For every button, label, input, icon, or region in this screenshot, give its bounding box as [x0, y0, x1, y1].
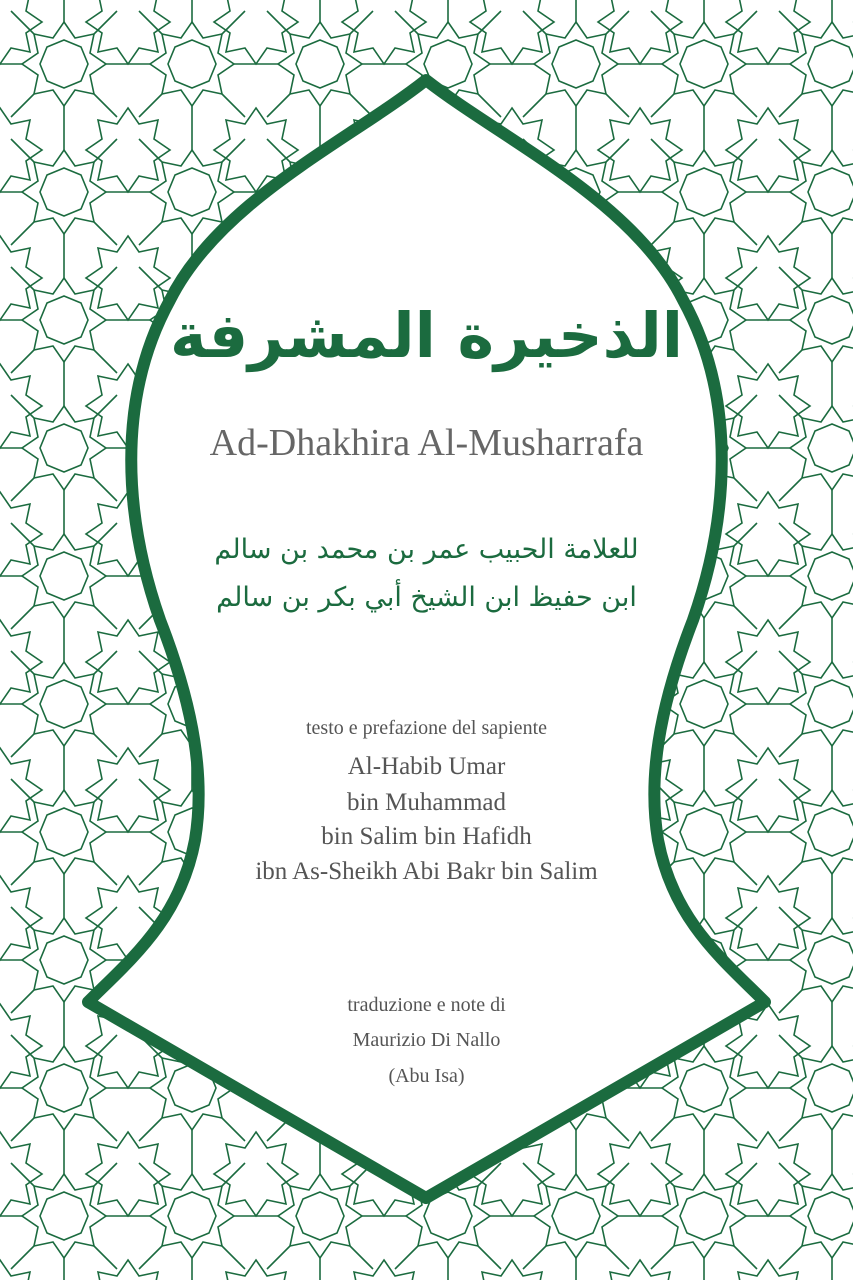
translator-name: Maurizio Di Nallo — [352, 1029, 501, 1051]
translator-alias: (Abu Isa) — [388, 1065, 465, 1087]
title-arabic: الذخيرة المشرفة — [169, 299, 684, 372]
author-latin-line1: Al-Habib Umar — [347, 753, 506, 780]
author-arabic-line2: ابن حفيظ ابن الشيخ أبي بكر بن سالم — [216, 582, 637, 613]
author-latin-line2: bin Muhammad — [346, 789, 506, 816]
author-latin-line3: bin Salim bin Hafidh — [321, 823, 532, 850]
author-latin-line4: ibn As-Sheikh Abi Bakr bin Salim — [255, 858, 598, 885]
translation-label: traduzione e note di — [347, 994, 506, 1016]
title-latin: Ad-Dhakhira Al-Musharrafa — [209, 422, 644, 464]
preface-label: testo e prefazione del sapiente — [306, 717, 547, 739]
author-arabic-line1: للعلامة الحبيب عمر بن محمد بن سالم — [214, 534, 639, 565]
